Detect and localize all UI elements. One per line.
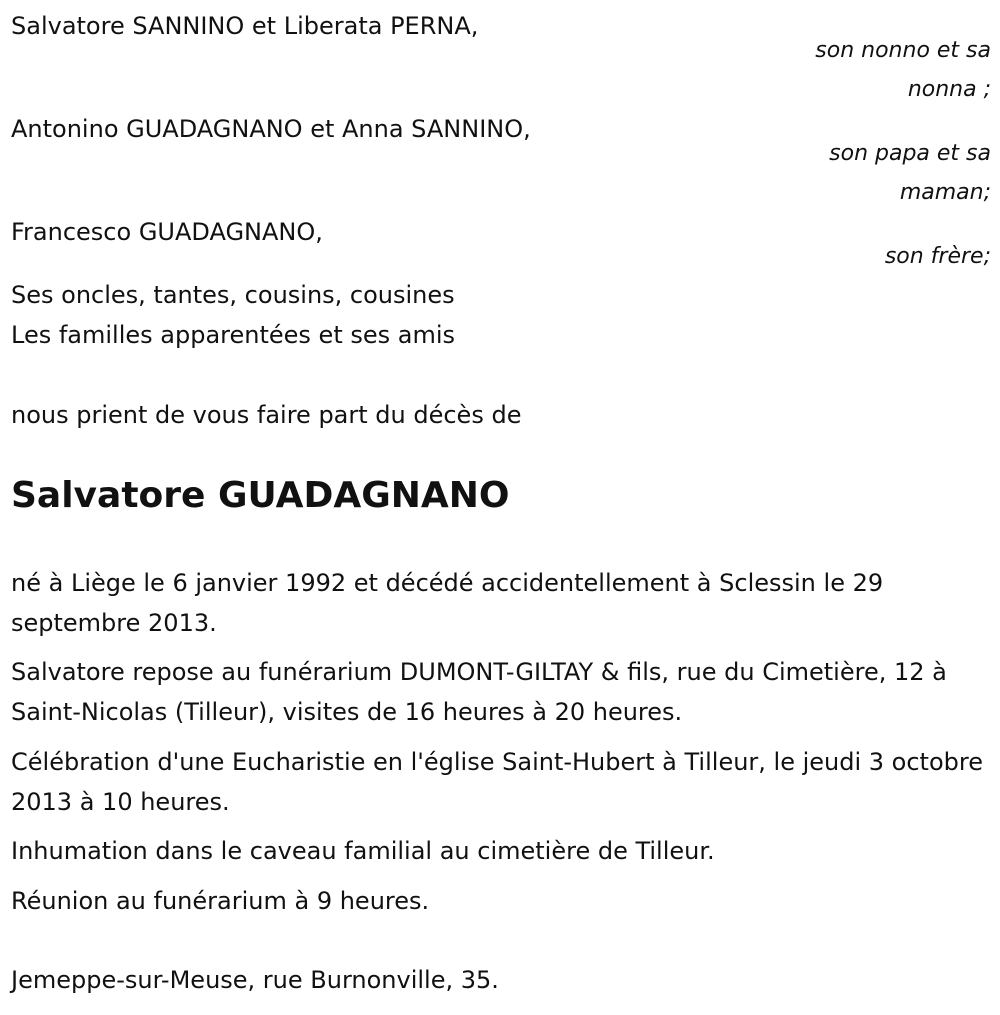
announcement: nous prient de vous faire part du décès de [11,401,522,429]
extended-family-line: Ses oncles, tantes, cousins, cousines [11,281,455,309]
relation-line: son papa et sa [829,141,991,166]
extended-family [11,275,996,355]
relation-line: maman; [899,180,991,205]
family-relation-grandparents [751,31,991,109]
relation-line: son nonno et sa [815,38,991,63]
extended-family-line: Les familles apparentées et ses amis [11,321,456,349]
detail-meeting: Réunion au funérarium à 9 heures. [11,887,430,915]
detail-birth-death: né à Liège le 6 janvier 1992 et décédé accidentellement à Sclessin le 29 septembre 2013. [11,569,884,637]
address: Jemeppe-sur-Meuse, rue Burnonville, 35. [11,966,499,994]
deceased-name: Salvatore GUADAGNANO [11,475,510,516]
detail-burial: Inhumation dans le caveau familial au cimetière de Tilleur. [11,837,715,865]
family-name-grandparents: Salvatore SANNINO et Liberata PERNA, [11,12,479,40]
relation-line: son frère; [884,244,991,269]
detail-funerarium: Salvatore repose au funérarium DUMONT-GILTAY & fils, rue du Cimetière, 12 à Saint-Nicolas (Tilleur), visites de 16 heures à 20 heures. [11,658,947,726]
family-name-parents: Antonino GUADAGNANO et Anna SANNINO, [11,115,531,143]
family-name-brother: Francesco GUADAGNANO, [11,218,323,246]
family-relation-brother [751,237,991,276]
family-relation-parents [751,134,991,212]
relation-line: nonna ; [907,77,991,102]
detail-celebration: Célébration d'une Eucharistie en l'église Saint-Hubert à Tilleur, le jeudi 3 octobre 2013 à 10 heures. [11,748,983,816]
